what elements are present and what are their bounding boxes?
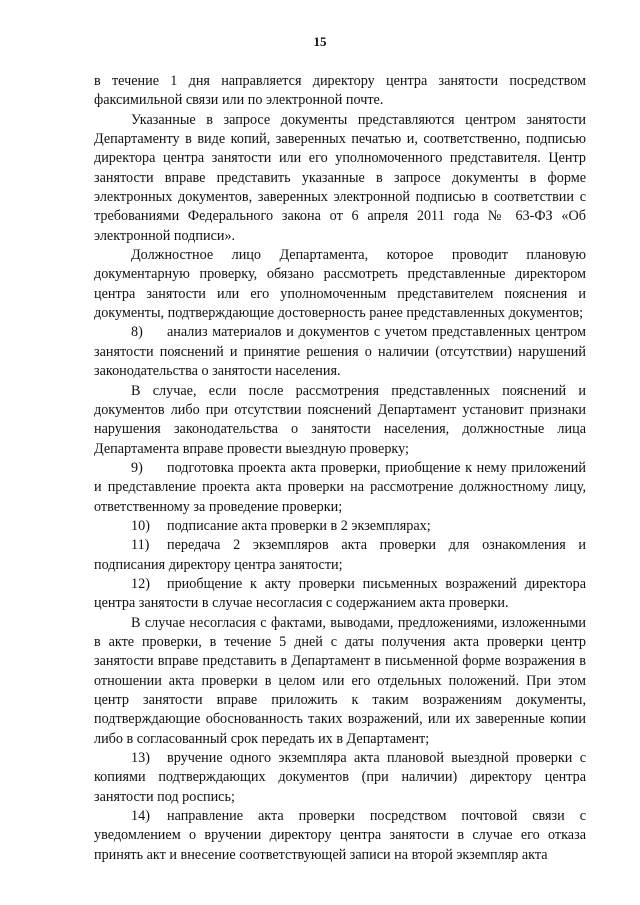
- paragraph: [94, 382, 586, 459]
- list-item-text: приобщение к акту проверки письменных возражений директора центра занятости в случае несогласия с содержанием акта проверки.: [94, 575, 586, 612]
- list-item-number: 11): [131, 537, 150, 554]
- paragraph: [94, 614, 586, 749]
- paragraph: [94, 111, 586, 246]
- paragraph-text: Указанные в запросе документы представляются центром занятости Департаменту в виде копий, заверенных печатью и, соответственно, подписью директора центра занятости или его уполномоченного представителя. Центр занятости вправе представить указанные в запросе документы в форме электронных документов, заверенных электронной подписью в соответствии с требованиями Федерального закона от 6 апреля 2011 года № 63-ФЗ «Об электронной подписи».: [94, 111, 586, 244]
- list-item-number: 10): [131, 517, 150, 534]
- list-item: [94, 749, 586, 807]
- list-item: [94, 807, 586, 865]
- list-item: [94, 323, 586, 381]
- page-number: 15: [313, 34, 327, 49]
- paragraph-text: В случае, если после рассмотрения представленных пояснений и документов либо при отсутствии пояснений Департамент установит признаки нарушения законодательства о занятости населения, должностные лица Департамента вправе провести выездную проверку;: [94, 382, 586, 457]
- list-item: [94, 459, 586, 517]
- list-item-number: 8): [131, 324, 143, 341]
- list-item-number: 14): [131, 808, 150, 825]
- list-item-number: 9): [131, 459, 143, 476]
- list-item-number: 13): [131, 750, 150, 767]
- document-body: [94, 72, 586, 865]
- paragraph-text: В случае несогласия с фактами, выводами, предложениями, изложенными в акте проверки, в течение 5 дней с даты получения акта проверки центр занятости вправе представить в Департамент в письменной форме возражения в отношении акта проверки в целом или его отдельных положений. При этом центр занятости вправе приложить к таким возражениям документы, подтверждающие обоснованность таких возражений, или их заверенные копии либо в согласованный срок передать их в Департамент;: [94, 614, 586, 747]
- paragraph-text: Должностное лицо Департамента, которое проводит плановую документарную проверку, обязано рассмотреть представленные директором центра занятости или его уполномоченным представителем пояснения и документы, подтверждающие достоверность ранее представленных документов;: [94, 247, 586, 322]
- list-item-number: 12): [131, 575, 150, 592]
- list-item-text: передача 2 экземпляров акта проверки для ознакомления и подписания директору центра занятости;: [94, 537, 586, 573]
- paragraph: [94, 72, 586, 111]
- paragraph-text: в течение 1 дня направляется директору центра занятости посредством факсимильной связи или по электронной почте.: [94, 73, 586, 109]
- list-item: [94, 575, 586, 614]
- list-item: [94, 517, 586, 536]
- paragraph: [94, 246, 586, 323]
- list-item: [94, 536, 586, 575]
- list-item-text: анализ материалов и документов с учетом представленных центром занятости пояснений и принятие решения о наличии (отсутствии) нарушений законодательства о занятости населения.: [94, 324, 586, 380]
- list-item-text: подписание акта проверки в 2 экземплярах;: [167, 517, 431, 534]
- list-item-text: вручение одного экземпляра акта плановой выездной проверки с копиями подтверждающих документов (при наличии) директору центра занятости под роспись;: [94, 750, 586, 805]
- list-item-text: подготовка проекта акта проверки, приобщение к нему приложений и представление проекта акта проверки на рассмотрение должностному лицу, ответственному за проведение проверки;: [94, 459, 586, 515]
- list-item-text: направление акта проверки посредством почтовой связи с уведомлением о вручении директору центра занятости в случае его отказа принять акт и внесение соответствующей записи на второй экземпляр акта: [94, 808, 586, 863]
